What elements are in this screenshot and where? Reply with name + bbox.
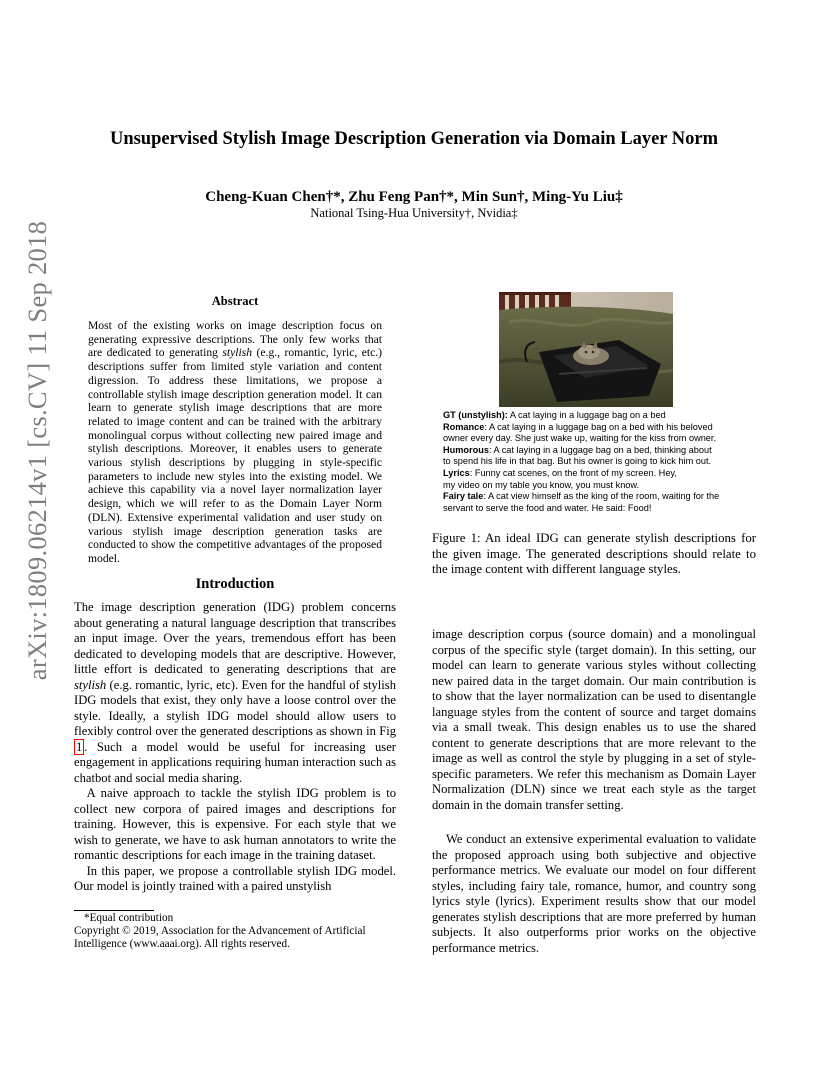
figure-1-caption: Figure 1: An ideal IDG can generate stylish descriptions for the given image. The generated descriptions should relate to the image content with different language styles. [432,531,756,576]
humorous-line [443,445,763,457]
lyrics-line [443,468,763,480]
affiliations: National Tsing-Hua University†, Nvidia‡ [310,206,518,220]
humorous-line-continued [443,456,763,468]
arxiv-identifier [18,220,58,680]
intro-text-part: . Such a model would be useful for increasing user engagement in applications requiring human interaction such as chatbot and social media sharing. [74,739,396,785]
figure-1-cat-luggage-photo [499,292,673,407]
style-label: Lyrics [443,467,470,478]
figure-1-description-list [443,410,763,514]
style-text: owner every day. She just wake up, waiting for the kiss from owner. [443,433,717,444]
right-column-paragraph-2: We conduct an extensive experimental evaluation to validate the proposed approach using both subjective and objective performance metrics. We evaluate our model on four different styles, including fairy tale, romance, humor, and country song lyrics style (lyrics). Experiment results show that our model generates stylish descriptions that are more preferred by human subjects. It also outperforms prior works on the objective performance metrics. [432,832,756,955]
abstract-text-part: Most of the existing works on image description focus on generating expressive descriptions. The only few works that are dedicated to generating [88,319,382,360]
arxiv-id-text: arXiv:1809.06214v1 [cs.CV] 11 Sep 2018 [22,220,53,680]
style-text: servant to serve the food and water. He said: Food! [443,502,652,513]
intro-paragraph-1 [74,600,396,786]
style-label: Fairy tale [443,491,484,502]
equal-contribution-note: *Equal contribution [84,912,174,924]
style-label: Humorous [443,444,489,455]
author-list: Cheng-Kuan Chen†*, Zhu Feng Pan†*, Min Sun†, Ming-Yu Liu‡ [205,189,623,205]
style-text: : Funny cat scenes, on the front of my screen. Hey, [469,467,677,478]
intro-paragraph-2: A naive approach to tackle the stylish IDG problem is to collect new corpora of paired images and descriptions for training. However, this is expensive. For each style that we wish to generate, we have to ask human annotators to write the romantic descriptions for each image in the training dataset. [74,786,396,862]
lyrics-line-continued [443,480,763,492]
fairy-tale-line-continued [443,503,763,515]
footnote [74,912,396,952]
abstract-text-part: (e.g., romantic, lyric, etc.) descriptions suffer from limited style variation and content digression. To address these limitations, we propose a controllable stylish image description generation model. It can learn to generate stylish image descriptions that are more related to image content and can be trained with the arbitrary monolingual corpus without collecting new paired image and stylish descriptions. Moreover, it enables users to generate various stylish descriptions by plugging in style-specific parameters to include new styles into the existing model. We achieve this capability via a novel layer normalization layer design, which we will refer to as the Domain Layer Norm (DLN). Extensive experimental validation and user study on various stylish image description generation tasks are conducted to show the competitive advantages of the proposed model. [88,346,382,565]
intro-italic-term: stylish [74,677,107,692]
fairy-tale-line [443,491,763,503]
abstract-body [88,319,382,566]
intro-text-part: The image description generation (IDG) problem concerns about generating a natural language description that transcribes an input image. Over the years, tremendous effort has been dedicated to developing models that are descriptive. However, little effort is dedicated to generating descriptions that are [74,600,396,676]
style-label: Romance [443,421,485,432]
abstract-italic-term: stylish [222,346,253,360]
style-text: : A cat view himself as the king of the room, waiting for the [483,491,720,502]
gt-line [443,410,763,422]
intro-paragraph-3: In this paper, we propose a controllable stylish IDG model. Our model is jointly trained with a paired unstylish [74,863,396,893]
style-label: GT (unstylish): [443,410,508,420]
intro-text-part: (e.g. romantic, lyric, etc). Even for the handful of stylish IDG models that exist, they only have a loose control over the style. Ideally, a stylish IDG model should allow users to flexibly control over the generated descriptions as shown in Fig [74,677,396,738]
introduction-body [74,600,396,895]
style-text: to spend his life in that bag. But his owner is going to kick him out. [443,456,712,467]
romance-line-continued [443,433,763,445]
right-column-paragraph-1: image description corpus (source domain) and a monolingual corpus of the specific style (target domain). In this setting, our model can learn to generate various styles without collecting new paired data in the target domain. Our main contribution is to show that the layer normalization can be used to disentangle language styles from the content of source and target domains via a small tweak. This design enables us to use the shared content to generate descriptions that are more relevant to the image as well as control the style by plugging in a set of style-specific parameters. We refer this mechanism as Domain Layer Normalization (DLN) since we treat each style as the target domain in the domain transfer setting. [432,627,756,812]
style-text: : A cat laying in a luggage bag on a bed with his beloved [484,421,713,432]
paper-title: Unsupervised Stylish Image Description Generation via Domain Layer Norm [109,129,719,149]
copyright-notice: Copyright © 2019, Association for the Advancement of Artificial Intelligence (www.aaai.org). All rights reserved. [74,925,366,951]
abstract-heading: Abstract [211,294,259,308]
style-text: my video on my table you know, you must know. [443,479,640,490]
style-text: A cat laying in a luggage bag on a bed [507,410,666,420]
introduction-heading: Introduction [195,576,275,592]
figure-1-reference-link[interactable]: 1 [76,739,83,754]
romance-line [443,422,763,434]
style-text: : A cat laying in a luggage bag on a bed, thinking about [488,444,712,455]
footnote-divider [74,910,154,911]
